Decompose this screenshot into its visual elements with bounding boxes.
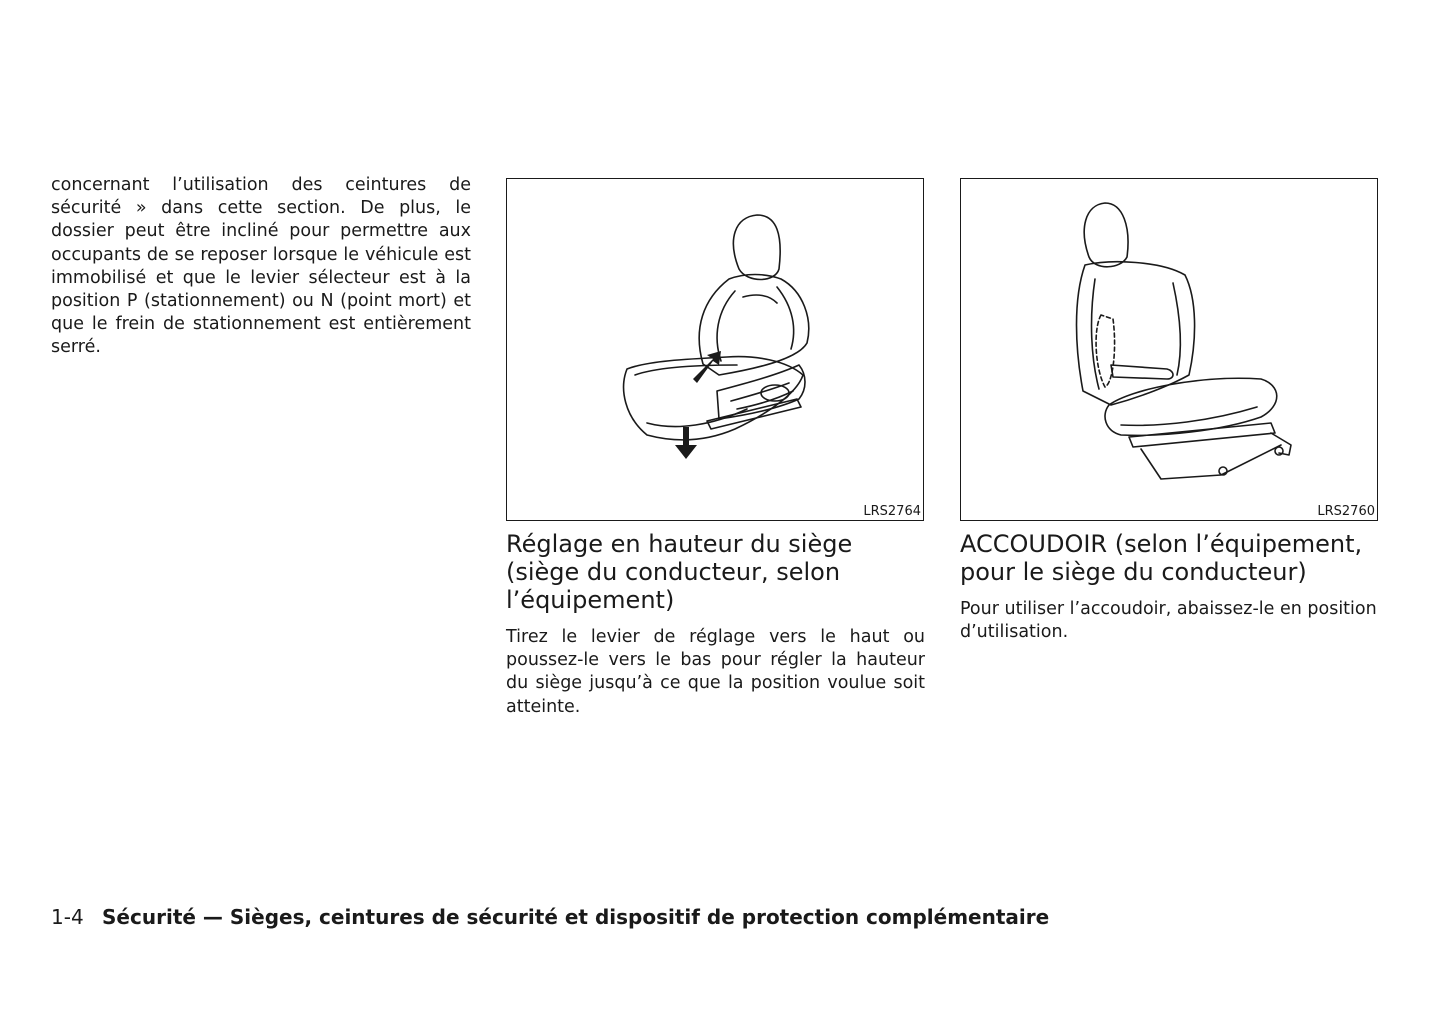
seat-height-paragraph: Tirez le levier de réglage vers le haut ou poussez-le vers le bas pour régler la hauteur du siège jusqu’à ce que la position voulue soit atteinte. xyxy=(506,627,925,717)
figure-code: LRS2764 xyxy=(863,504,921,519)
intro-paragraph: concernant l’utilisation des ceintures de sécurité » dans cette section. De plus, le dossier peut être incliné pour permettre aux occupants de se reposer lorsque le véhicule est immobilisé et que le levier sélecteur est à la position P (stationnement) ou N (point mort) et que le frein de stationnement est entièrement serré. xyxy=(51,175,471,358)
armrest-illustration xyxy=(961,179,1379,522)
seat-height-illustration xyxy=(507,179,925,522)
armrest-heading: ACCOUDOIR (selon l’équipement, pour le siège du conducteur) xyxy=(960,530,1363,586)
seat-height-figure xyxy=(506,178,924,521)
armrest-paragraph: Pour utiliser l’accoudoir, abaissez-le en position d’utilisation. xyxy=(960,599,1377,643)
armrest-figure xyxy=(960,178,1378,521)
section-title: Sécurité — Sièges, ceintures de sécurité et dispositif de protection complémentaire xyxy=(102,905,1050,929)
page-number: 1-4 xyxy=(51,905,84,929)
page-footer xyxy=(51,904,1151,930)
figure-code: LRS2760 xyxy=(1317,504,1375,519)
seat-height-heading: Réglage en hauteur du siège (siège du conducteur, selon l’équipement) xyxy=(506,530,853,614)
